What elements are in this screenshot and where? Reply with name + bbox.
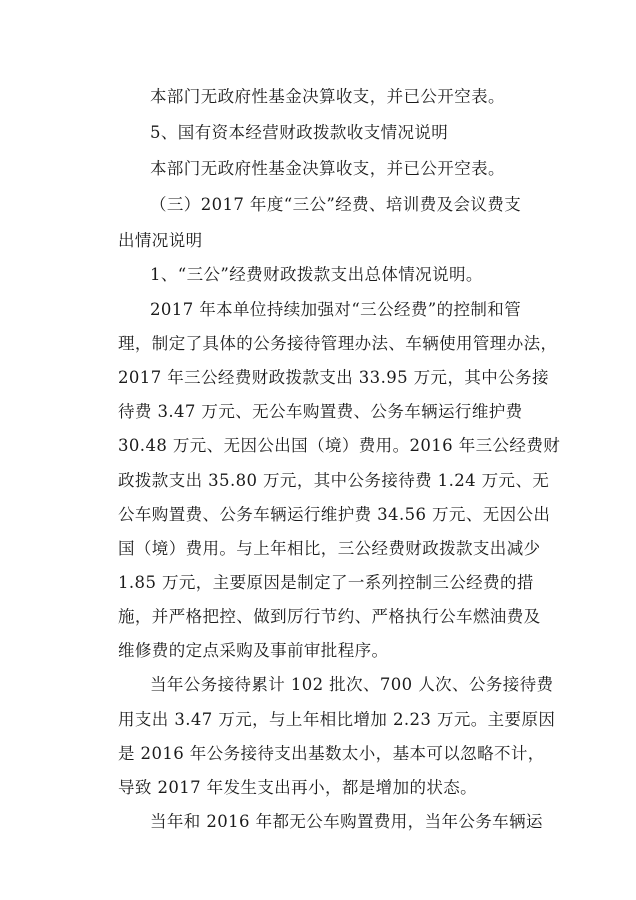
paragraph-line: 2017 年本单位持续加强对“三公经费”的控制和管 [150,300,522,319]
paragraph-line: 30.48 万元、无因公出国（境）费用。2016 年三公经费财 [118,436,561,455]
paragraph-line: 施，并严格把控、做到厉行节约、严格执行公车燃油费及 [118,607,541,626]
paragraph-line: 导致 2017 年发生支出再小，都是增加的状态。 [118,778,478,797]
paragraph-line: 本部门无政府性基金决算收支，并已公开空表。 [150,159,505,178]
section-heading-continued: 出情况说明 [118,231,203,250]
paragraph-line: 维修费的定点采购及事前审批程序。 [118,641,389,660]
paragraph-line: 1.85 万元，主要原因是制定了一系列控制三公经费的措 [118,573,534,592]
paragraph-line: 本部门无政府性基金决算收支，并已公开空表。 [150,87,505,106]
paragraph-line: 当年公务接待累计 102 批次、700 人次、公务接待费 [150,675,554,694]
paragraph-line: 政拨款支出 35.80 万元，其中公务接待费 1.24 万元、无 [118,471,550,490]
paragraph-line: 理，制定了具体的公务接待管理办法、车辆使用管理办法， [118,334,558,353]
paragraph-line: 2017 年三公经费财政拨款支出 33.95 万元，其中公务接 [118,368,549,387]
paragraph-line: 公车购置费、公务车辆运行维护费 34.56 万元、无因公出 [118,505,551,524]
paragraph-line: 国（境）费用。与上年相比，三公经费财政拨款支出减少 [118,539,541,558]
section-heading: （三）2017 年度“三公”经费、培训费及会议费支 [150,195,522,214]
paragraph-line: 待费 3.47 万元、无公车购置费、公务车辆运行维护费 [118,402,523,421]
section-heading: 5、国有资本经营财政拨款收支情况说明 [150,123,449,142]
subsection-heading: 1、“三公”经费财政拨款支出总体情况说明。 [150,265,483,284]
paragraph-line: 当年和 2016 年都无公车购置费用，当年公务车辆运 [150,812,543,831]
paragraph-line: 用支出 3.47 万元，与上年相比增加 2.23 万元。主要原因 [118,710,556,729]
paragraph-line: 是 2016 年公务接待支出基数太小，基本可以忽略不计， [118,744,545,763]
